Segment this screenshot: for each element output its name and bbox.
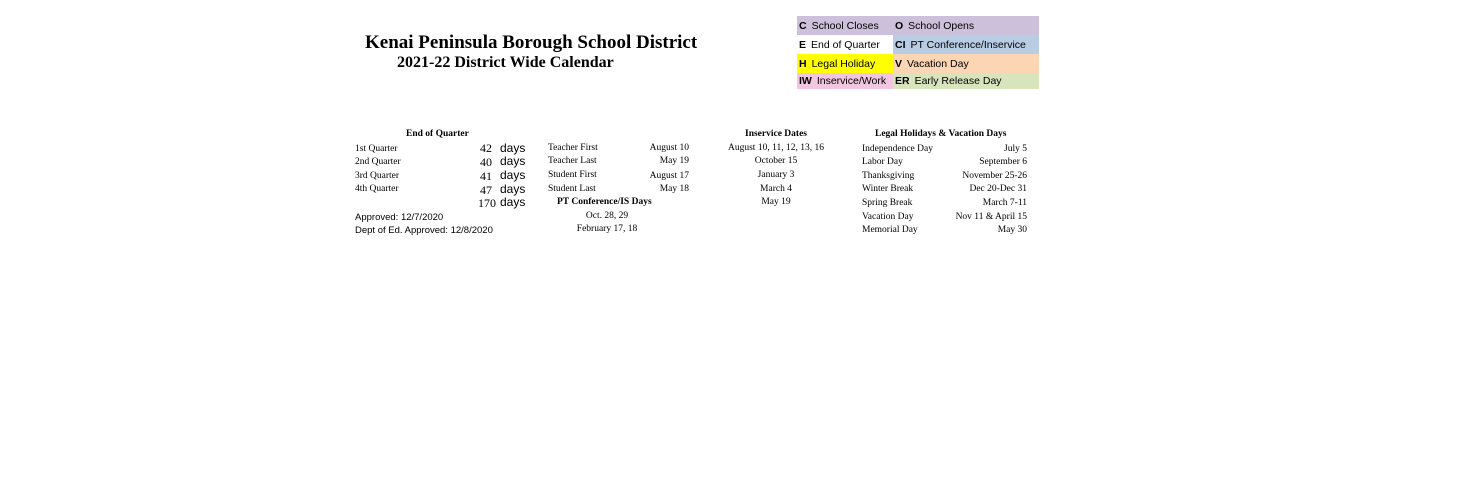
page-title: Kenai Peninsula Borough School District <box>365 32 698 53</box>
legend-school-closes: C School Closes <box>797 16 893 35</box>
page-subtitle: 2021-22 District Wide Calendar <box>397 54 614 71</box>
legend-inservice-work: IW Inservice/Work <box>797 73 893 89</box>
quarter-label: 4th Quarter <box>355 184 399 194</box>
teacher-student-date: August 10 <box>649 143 689 153</box>
holiday-date: March 7-11 <box>982 198 1027 208</box>
quarter-days-count: 41 <box>480 169 492 183</box>
teacher-student-date: May 19 <box>659 156 689 166</box>
quarter-label: 3rd Quarter <box>355 171 400 181</box>
legend-pt-conference: CI PT Conference/Inservice <box>893 35 1039 54</box>
inservice-date: January 3 <box>757 170 795 180</box>
quarter-label: 1st Quarter <box>355 144 398 154</box>
legend-vacation-day: V Vacation Day <box>893 54 1039 73</box>
holiday-date: May 30 <box>997 225 1027 235</box>
holiday-date: July 5 <box>1004 144 1027 154</box>
holiday-label: Independence Day <box>862 144 933 154</box>
dept-approved-date: Dept of Ed. Approved: 12/8/2020 <box>355 225 493 236</box>
holiday-date: Nov 11 & April 15 <box>955 212 1027 222</box>
inservice-heading: Inservice Dates <box>745 129 807 139</box>
legend-early-release: ER Early Release Day <box>893 73 1039 89</box>
inservice-date: May 19 <box>761 197 791 207</box>
quarter-days-unit: days <box>500 168 526 182</box>
legend <box>797 16 1039 89</box>
pt-conference-date: Oct. 28, 29 <box>585 211 629 221</box>
legend-school-opens: O School Opens <box>893 16 1039 35</box>
quarter-days-count: 40 <box>480 155 492 169</box>
holiday-label: Vacation Day <box>862 212 914 222</box>
teacher-student-date: May 18 <box>659 184 689 194</box>
holiday-date: November 25-26 <box>962 171 1027 181</box>
holiday-date: September 6 <box>979 157 1027 167</box>
inservice-date: March 4 <box>760 184 792 194</box>
total-days-count: 170 <box>478 196 496 210</box>
legend-legal-holiday: H Legal Holiday <box>797 54 893 73</box>
legend-end-of-quarter: E End of Quarter <box>797 35 893 54</box>
quarter-days-unit: days <box>500 182 526 196</box>
quarter-label: 2nd Quarter <box>355 157 401 167</box>
holiday-label: Memorial Day <box>862 225 918 235</box>
holiday-label: Labor Day <box>862 157 903 167</box>
holiday-date: Dec 20-Dec 31 <box>969 184 1027 194</box>
total-days-unit: days <box>500 195 526 209</box>
holiday-label: Winter Break <box>862 184 914 194</box>
inservice-date: August 10, 11, 12, 13, 16 <box>728 143 824 153</box>
pt-conference-heading: PT Conference/IS Days <box>557 197 652 207</box>
holidays-heading: Legal Holidays & Vacation Days <box>875 129 1007 139</box>
quarter-days-unit: days <box>500 154 526 168</box>
inservice-date: October 15 <box>754 156 798 166</box>
quarter-days-unit: days <box>500 141 526 155</box>
teacher-student-label: Student First <box>548 170 597 180</box>
end-of-quarter-heading: End of Quarter <box>406 129 469 139</box>
teacher-student-label: Student Last <box>548 184 596 194</box>
approved-date: Approved: 12/7/2020 <box>355 212 444 223</box>
teacher-student-date: August 17 <box>649 171 689 181</box>
holiday-label: Thanksgiving <box>862 171 915 181</box>
pt-conference-date: February 17, 18 <box>576 224 638 234</box>
teacher-student-label: Teacher First <box>548 143 598 153</box>
holiday-label: Spring Break <box>862 198 913 208</box>
teacher-student-label: Teacher Last <box>548 156 597 166</box>
quarter-days-count: 47 <box>480 183 492 197</box>
quarter-days-count: 42 <box>480 141 492 155</box>
